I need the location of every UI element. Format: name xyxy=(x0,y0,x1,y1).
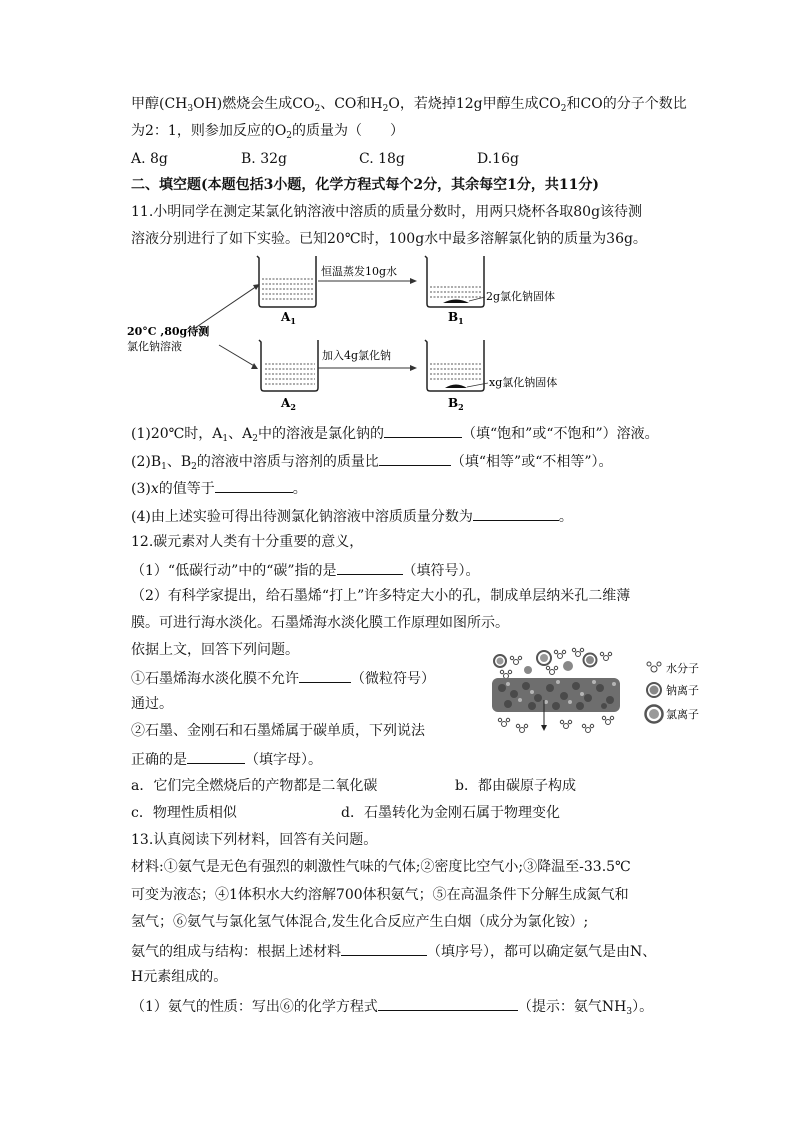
q12-options-ab xyxy=(131,776,576,796)
arrow-1-label: 恒温蒸发10g水 xyxy=(321,265,398,278)
q12-option-a: a．它们完全燃烧后的产物都是二氧化碳 xyxy=(131,778,378,794)
beaker-a2 xyxy=(259,340,318,391)
answer-blank[interactable] xyxy=(337,559,403,575)
q12-c1-line1: ①石墨烯海水淡化膜不允许 （微粒符号） xyxy=(131,667,435,689)
legend-chloride-ion: 氯离子 xyxy=(666,708,699,721)
q12-option-b: b．都由碳原子构成 xyxy=(455,778,576,794)
beaker-b2 xyxy=(425,340,484,391)
q11-sub-3: (3)x的值等于 。 xyxy=(131,477,307,499)
q10-line2: 为2：1，则参加反应的$O_2$的质量为（ ） xyxy=(131,123,405,141)
sample-label-2: 氯化钠溶液 xyxy=(127,340,182,353)
answer-blank[interactable] xyxy=(384,422,462,438)
legend-sodium-ion: 钠离子 xyxy=(666,684,699,697)
q12-c1-line2: 通过。 xyxy=(131,696,173,712)
section-2-title: 二、填空题(本题包括3小题，化学方程式每个2分，其余每空1分，共11分) xyxy=(131,177,599,193)
q12-c2-line2: 正确的是 （填字母）。 xyxy=(131,748,322,770)
water-molecule-icon xyxy=(647,662,661,672)
graphene-membrane-figure xyxy=(488,648,699,740)
q12-option-c: c．物理性质相似 xyxy=(131,805,237,821)
legend-water-molecule: 水分子 xyxy=(666,662,699,675)
q10-options xyxy=(131,149,519,169)
q12-c2-line1: ②石墨、金刚石和石墨烯属于碳单质，下列说法 xyxy=(131,723,425,739)
q13-material-1: 材料:①氨气是无色有强烈的刺激性气味的气体;②密度比空气小;③降温至-33.5℃ xyxy=(131,859,631,875)
q12-sub-1: （1）“低碳行动”中的“碳”指的是 （填符号）。 xyxy=(131,559,480,581)
q11-intro-2: 溶液分别进行了如下实验。已知20℃时，100g水中最多溶解氯化钠的质量为36g。 xyxy=(131,231,647,247)
q12-sub-2-line2: 膜。可进行海水淡化。石墨烯海水淡化膜工作原理如图所示。 xyxy=(131,615,509,631)
q12-option-d: d．石墨转化为金刚石属于物理变化 xyxy=(341,805,560,821)
q11-sub-1: (1)20℃时，$A_1$、$A_2$中的溶液是氯化钠的 （填“饱和”或“不饱和”）溶液。 xyxy=(131,422,659,444)
chloride-ion-icon xyxy=(646,706,663,723)
q13-sub-1: （1）氨气的性质：写出⑥的化学方程式 （提示：氨气$NH_3$）。 xyxy=(131,995,653,1017)
label-b2: $B_2$ xyxy=(448,396,464,412)
label-a1: $A_1$ xyxy=(281,310,296,326)
q10-option-d: D.16g xyxy=(477,151,519,167)
q13-material-3: 氢气；⑥氨气与氯化氢气体混合,发生化合反应产生白烟（成分为氯化铵）; xyxy=(131,914,589,930)
answer-blank[interactable] xyxy=(341,940,427,956)
sodium-ion-icon xyxy=(647,683,661,697)
q10-option-c: C. 18g xyxy=(359,151,405,167)
arrow-2-label: 加入4g氯化钠 xyxy=(322,349,392,362)
q12-prompt: 依据上文，回答下列问题。 xyxy=(131,642,299,658)
answer-blank[interactable] xyxy=(473,505,559,521)
q13-material-5: H元素组成的。 xyxy=(131,969,228,985)
answer-blank[interactable] xyxy=(378,995,518,1011)
answer-blank[interactable] xyxy=(299,667,351,683)
q11-sub-4: (4)由上述实验可得出待测氯化钠溶液中溶质质量分数为 。 xyxy=(131,505,573,527)
sample-label-1: 20°C ,80g待测 xyxy=(127,325,210,338)
q12-intro: 12.碳元素对人类有十分重要的意义， xyxy=(131,534,364,550)
q11-intro-1: 11.小明同学在测定某氯化钠溶液中溶质的质量分数时，用两只烧杯各取80g该待测 xyxy=(131,204,643,220)
beaker-a1 xyxy=(257,256,316,307)
q11-sub-2: $(2)B_1$、$B_2$的溶液中溶质与溶剂的质量比 （填“相等”或“不相等”）。 xyxy=(131,450,613,472)
label-b1: $B_1$ xyxy=(448,310,464,326)
q10-option-b: B. 32g xyxy=(241,151,287,167)
q13-material-2: 可变为液态；④1体积水大约溶解700体积氨气；⑤在高温条件下分解生成氮气和 xyxy=(131,887,629,903)
answer-blank[interactable] xyxy=(187,748,245,764)
q13-material-4: 氨气的组成与结构：根据上述材料 （填序号），都可以确定氨气是由N、 xyxy=(131,940,656,962)
answer-blank[interactable] xyxy=(379,450,451,466)
b1-solid-label: 2g氯化钠固体 xyxy=(486,290,556,303)
q10-line1: 甲醇$(CH_3OH)$燃烧会生成$CO_2$、CO和$H_2O$，若烧掉12g甲醇生成$CO_2$和CO的分子个数比 xyxy=(131,96,687,114)
q12-options-cd xyxy=(131,803,560,823)
q13-intro: 13.认真阅读下列材料，回答有关问题。 xyxy=(131,832,378,848)
answer-blank[interactable] xyxy=(215,477,293,493)
q12-sub-2-line1: （2）有科学家提出，给石墨烯“打上”许多特定大小的孔，制成单层纳米孔二维薄 xyxy=(131,588,631,604)
q10-option-a: A. 8g xyxy=(131,151,168,167)
membrane-image xyxy=(492,648,620,732)
label-a2: $A_2$ xyxy=(281,396,296,412)
b2-solid-label: xg氯化钠固体 xyxy=(489,376,558,389)
q11-experiment-figure xyxy=(125,252,595,416)
